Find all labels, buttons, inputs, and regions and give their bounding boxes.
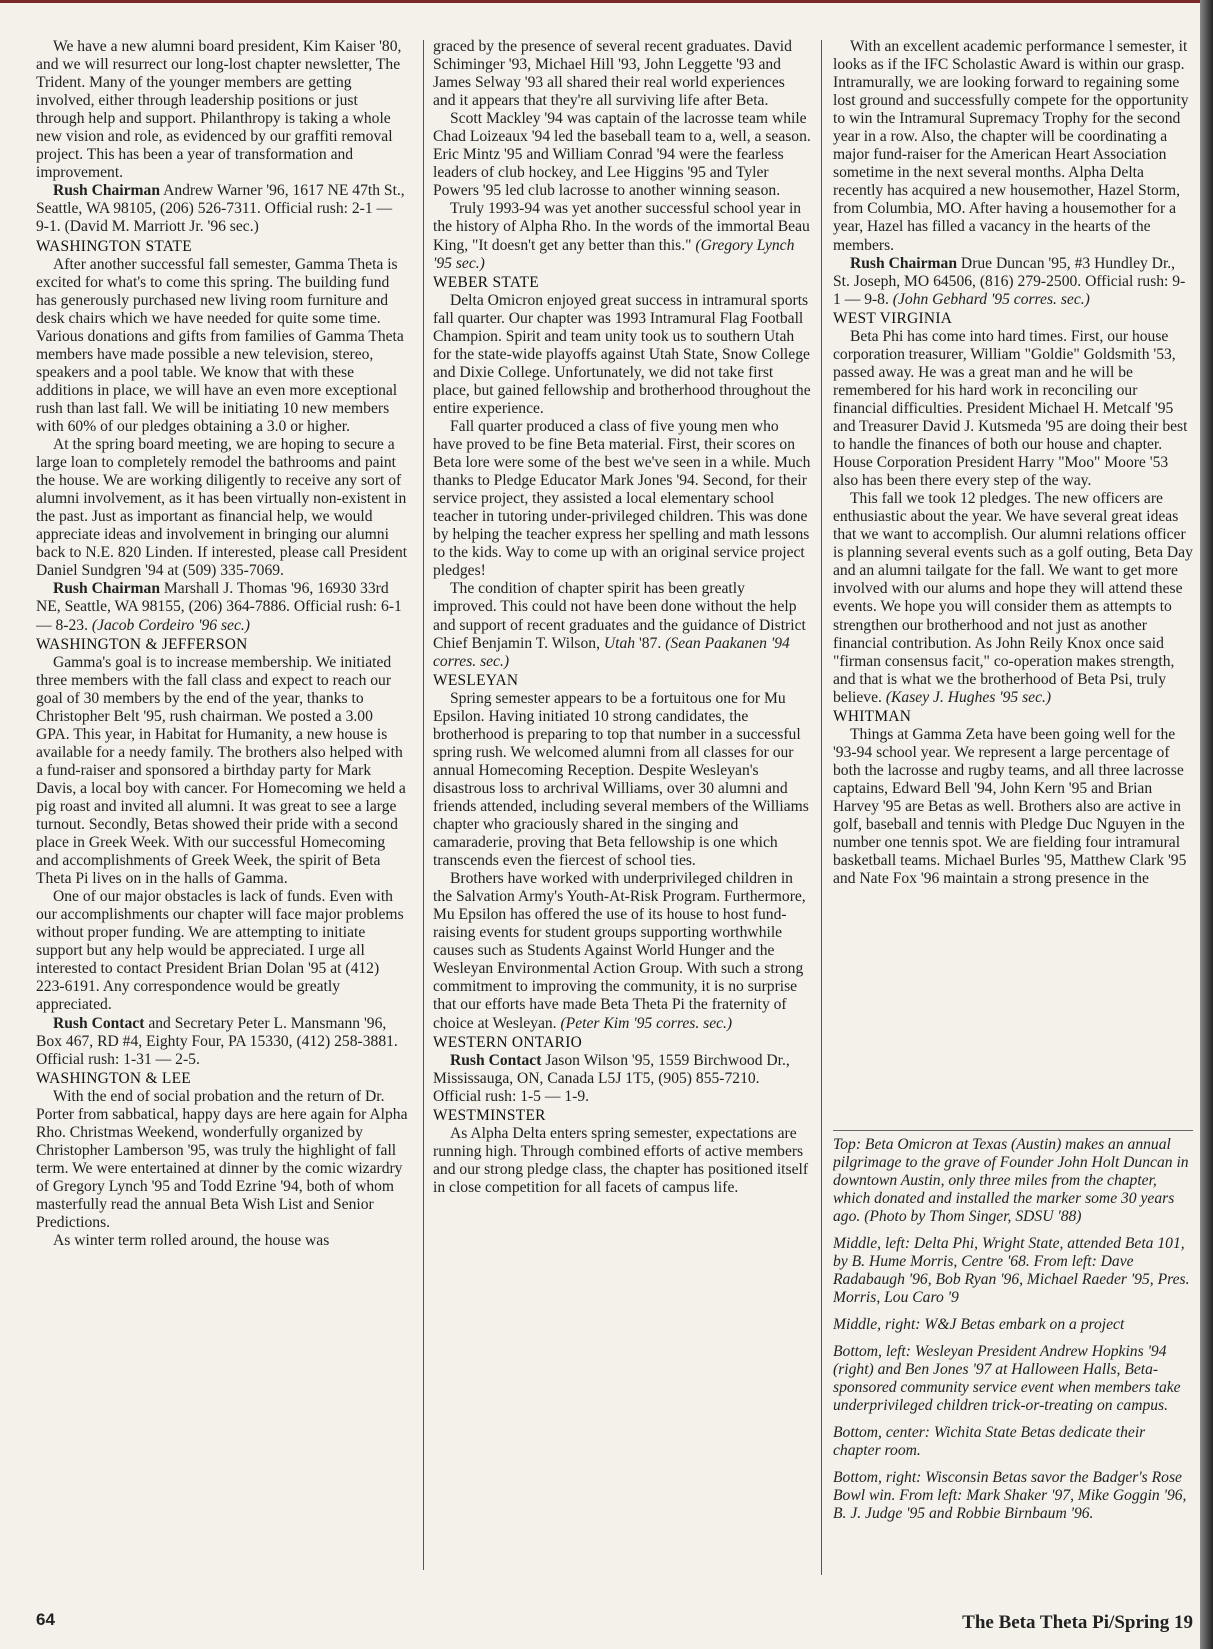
- paragraph: With the end of social probation and the return of Dr. Porter from sabbatical, happy days are here again for Alpha Rho. Christmas Weekend, wonderfully organized by Christopher Lamberson '95, was truly the highlight of fall term. We were entertained at dinner by the comic wizardry of Gregory Lynch '95 and Todd Ezrine '94, both of whom masterfully read the annual Beta Wish List and Senior Predictions.: [36, 1087, 408, 1232]
- caption: Bottom, left: Wesleyan President Andrew Hopkins '94 (right) and Ben Jones '97 at Halloween Halls, Beta-sponsored community service event when members take underprivileged children trick-or-treating on campus.: [833, 1343, 1181, 1414]
- column-divider: [821, 40, 822, 1575]
- paragraph: Fall quarter produced a class of five young men who have proved to be fine Beta material. First, their scores on Beta lore were some of the best we've seen in a while. Much thanks to Pledge Educator Mark Jones '94. Second, for their service project, they assisted a local elementary school teacher in tutoring under-privileged children. This was done by helping the teacher express her spelling and math lessons to the kids. Way to come up with an original service project pledges!: [433, 417, 811, 580]
- chapter-heading: WASHINGTON & LEE: [36, 1069, 191, 1087]
- rush-label: Rush Contact: [53, 1014, 145, 1032]
- column-3: [833, 38, 1193, 1088]
- rush-text: Drue Duncan '95, #3 Hundley Dr., St. Joseph, MO 64506, (816) 279-2500. Official rush: 9-1 — 9-8.: [833, 254, 1186, 308]
- paragraph: Beta Phi has come into hard times. First, our house corporation treasurer, William "Goldie" Goldsmith '53, passed away. He was a great man and he will be remembered for his hard work in reconciling our financial difficulties. President Michael H. Metcalf '95 and Treasurer David J. Kutsmeda '95 are doing their best to handle the finances of both our house and chapter. House Corporation President Harry "Moo" Moore '53 also has been there every step of the way.: [833, 327, 1188, 490]
- paragraph: Delta Omicron enjoyed great success in intramural sports fall quarter. Our chapter was 1993 Intramural Flag Football Champion. Spirit and team unity took us to southern Utah for the state-wide playoffs against Utah State, Snow College and Dixie College. Unfortunately, we did not take first place, but gained fellowship and brotherhood throughout the entire experience.: [433, 291, 811, 417]
- rush-label: Rush Contact: [450, 1051, 542, 1069]
- paragraph: After another successful fall semester, Gamma Theta is excited for what's to come this spring. The building fund has generously purchased new living room furniture and desk chairs which we have needed for quite some time. Various donations and gifts from families of Gamma Theta members have made possible a new television, stereo, speakers and a pool table. We know that with these additions in place, we will have an even more exceptional rush than last fall. We will be initiating 10 new members with 60% of our pledges obtaining a 3.0 or higher.: [36, 255, 404, 435]
- caption: Bottom, right: Wisconsin Betas savor the Badger's Rose Bowl win. From left: Mark Shaker '97, Mike Goggin '96, B. J. Judge '95 and Robbie Birnbaum '96.: [833, 1469, 1187, 1522]
- rush-text: Jason Wilson '95, 1559 Birchwood Dr., Mississauga, ON, Canada L5J 1T5, (905) 855-7210. Official rush: 1-5 — 1-9.: [433, 1051, 790, 1105]
- caption: Top: Beta Omicron at Texas (Austin) makes an annual pilgrimage to the grave of Founder John Holt Duncan in downtown Austin, only three miles from the chapter, which donated and installed the marker some 30 years ago. (Photo by Thom Singer, SDSU '88): [833, 1136, 1189, 1225]
- chapter-heading: WESLEYAN: [433, 671, 519, 689]
- rush-text: and Secretary Peter L. Mansmann '96, Box 467, RD #4, Eighty Four, PA 15330, (412) 258-3881. Official rush: 1-31 — 2-5.: [36, 1014, 398, 1068]
- signature: (Sean Paakanen '94 corres. sec.): [433, 634, 790, 670]
- column-divider: [423, 40, 424, 1570]
- paragraph: Scott Mackley '94 was captain of the lacrosse team while Chad Loizeaux '94 led the baseball team to a, well, a season. Eric Mintz '95 and William Conrad '94 were the fearless leaders of club hockey, and Lee Higgins '95 and Tyler Powers '95 led club lacrosse to another winning season.: [433, 110, 811, 200]
- school-name: Utah: [603, 634, 636, 652]
- paragraph: [433, 870, 811, 1032]
- column-1: [36, 38, 408, 1568]
- paragraph: Things at Gamma Zeta have been going well for the '93-94 school year. We represent a large percentage of both the lacrosse and rugby teams, and all three lacrosse captains, Edward Bell '94, John Kern '95 and Brian Harvey '95 are Betas as well. Brothers also are active in golf, baseball and tennis with Pledge Duc Nguyen in the number one tennis spot. We are fielding four intramural basketball teams. Michael Burles '95, Matthew Clark '95 and Nate Fox '96 maintain a strong presence in the: [833, 725, 1187, 888]
- paragraph: With an excellent academic performance l semester, it looks as if the IFC Scholastic Award is within our grasp. Intramurally, we are looking forward to regaining some lost ground and successfully compete for the opportunity to win the Intramural Supremacy Trophy for the second year in a row. Also, the chapter will be coordinating a major fund-raiser for the American Heart Association sometime in the next several months. Alpha Delta recently has acquired a new housemother, Hazel Storm, from Columbia, MO. After having a housemother for a year, Hazel has filled a vacancy in the hearts of the members.: [833, 38, 1189, 254]
- signature: (Peter Kim '95 corres. sec.): [560, 1014, 733, 1032]
- paragraph: At the spring board meeting, we are hoping to secure a large loan to completely remodel the bathrooms and paint the house. We are working diligently to receive any sort of alumni involvement, as it has been virtually non-existent in the past. Just as important as financial help, we would appreciate ideas and involvement in bringing our alumni back to N.E. 820 Linden. If interested, please call President Daniel Sundgren '94 at (509) 335-7069.: [36, 436, 408, 580]
- caption: Bottom, center: Wichita State Betas dedicate their chapter room.: [833, 1424, 1146, 1459]
- chapter-heading: WEBER STATE: [433, 273, 539, 291]
- rush-label: Rush Chairman: [850, 254, 958, 272]
- signature: (John Gebhard '95 corres. sec.): [892, 290, 1090, 308]
- paragraph: As winter term rolled around, the house was: [53, 1232, 330, 1250]
- paragraph: Gamma's goal is to increase membership. We initiated three members with the fall class and expect to reach our goal of 30 members by the end of the year, thanks to Christopher Belt '95, rush chairman. We posted a 3.00 GPA. This year, in Habitat for Humanity, a new house is available for a needy family. The brothers also helped with a fund-raiser and sponsored a birthday party for Mark Davis, a local boy with cancer. For Homecoming we held a pig roast and invited all alumni. It was great to see a large turnout. Secondly, Betas showed their pride with a second place in Greek Week. With our successful Homecoming and accomplishments of Greek Week, the spirit of Beta Theta Pi lives on in the halls of Gamma.: [36, 653, 406, 888]
- rush-text: Marshall J. Thomas '96, 16930 33rd NE, Seattle, WA 98155, (206) 364-7886. Official rush: 6-1 — 8-23.: [36, 580, 402, 634]
- column-2: [433, 38, 811, 1578]
- rush-label: Rush Chairman: [53, 182, 161, 200]
- paragraph-text: '87.: [635, 634, 666, 652]
- caption-divider: [833, 1130, 1193, 1131]
- chapter-heading: WASHINGTON & JEFFERSON: [36, 635, 248, 653]
- page-binding-edge: [1200, 0, 1213, 1649]
- rush-label: Rush Chairman: [53, 580, 161, 598]
- caption: Middle, left: Delta Phi, Wright State, attended Beta 101, by B. Hume Morris, Centre '68. From left: Dave Radabaugh '96, Bob Ryan '96, Michael Raeder '95, Pres. Morris, Lou Caro '9: [833, 1235, 1190, 1306]
- photo-captions: [833, 1136, 1193, 1571]
- paragraph: Spring semester appears to be a fortuitous one for Mu Epsilon. Having initiated 10 strong candidates, the brotherhood is preparing to top that number in a successful spring rush. We welcomed alumni from all classes for our annual Homecoming Reception. Despite Wesleyan's disastrous loss to archrival Williams, over 30 alumni and friends attended, including several members of the Williams chapter who graciously shared in the singing and camaraderie, proving that Beta fellowship is one which transcends even the fiercest of school ties.: [433, 689, 809, 870]
- paragraph-text: The condition of chapter spirit has been greatly improved. This could not have been done without the help and support of recent graduates and the guidance of District Chief Benjamin T. Wilson,: [433, 580, 806, 652]
- rush-text: Andrew Warner '96, 1617 NE 47th St., Seattle, WA 98105, (206) 526-7311. Official rush: 2-1 — 9-1. (David M. Marriott Jr. '96 sec.): [36, 182, 405, 236]
- paragraph-text: Brothers have worked with underprivileged children in the Salvation Army's Youth-At-Risk Program. Furthermore, Mu Epsilon has offered the use of its house to host fund-raising events for student groups supporting worthwhile causes such as Students Against World Hunger and the Wesleyan Environmental Action Group. With such a strong commitment to improving the community, it is no surprise that our efforts have made Beta Theta Pi the fraternity of choice at Wesleyan.: [433, 870, 806, 1032]
- paragraph-text: This fall we took 12 pledges. The new officers are enthusiastic about the year. We have several great ideas that we want to accomplish. Our alumni relations officer is planning several events such as a golf outing, Beta Day and an alumni tailgate for the fall. We want to get more involved with our alums and hope they will attend these events. We hope you will consider them as attempts to strengthen our brotherhood and not just as another financial contribution. As John Reily Knox once said "firman consensus facit," co-operation makes strength, and that is what we the brotherhood of Beta Psi, truly believe.: [833, 490, 1193, 706]
- paragraph: One of our major obstacles is lack of funds. Even with our accomplishments our chapter will face major problems without proper funding. We are attempting to initiate support but any help would be appreciated. I urge all interested to contact President Brian Dolan '95 at (412) 223-6191. Any correspondence would be greatly appreciated.: [36, 888, 404, 1014]
- rush-info: [36, 580, 408, 634]
- chapter-heading: WESTMINSTER: [433, 1106, 546, 1124]
- paragraph-text: Truly 1993-94 was yet another successful school year in the history of Alpha Rho. In the words of the immortal Beau King, "It doesn't get any better than this.": [433, 200, 810, 254]
- paragraph: [833, 490, 1193, 707]
- paragraph: [433, 580, 811, 670]
- signature: (Jacob Cordeiro '96 sec.): [91, 616, 250, 634]
- chapter-heading: WESTERN ONTARIO: [433, 1033, 583, 1051]
- paragraph: As Alpha Delta enters spring semester, expectations are running high. Through combined efforts of active members and our strong pledge class, the chapter has positioned itself in close competition for all facets of campus life.: [433, 1124, 809, 1196]
- paragraph: [433, 200, 811, 272]
- top-rule: [0, 0, 1213, 3]
- rush-info: [36, 182, 408, 236]
- page-number: 64: [36, 1610, 55, 1629]
- caption: Middle, right: W&J Betas embark on a project: [833, 1316, 1125, 1333]
- chapter-heading: WHITMAN: [833, 707, 912, 725]
- chapter-heading: WASHINGTON STATE: [36, 237, 192, 255]
- rush-info: [833, 255, 1193, 309]
- paragraph: graced by the presence of several recent graduates. David Schiminger '93, Michael Hill '93, John Leggette '93 and James Selway '93 all shared their real world experiences and it appears that they're all surviving life after Beta.: [433, 38, 792, 110]
- rush-info: [433, 1052, 811, 1106]
- signature: (Kasey J. Hughes '95 sec.): [885, 688, 1052, 706]
- signature: (Gregory Lynch '95 sec.): [433, 236, 795, 272]
- paragraph: We have a new alumni board president, Kim Kaiser '80, and we will resurrect our long-lost chapter newsletter, The Trident. Many of the younger members are getting involved, either through leadership positions or just through help and support. Philanthropy is taking a whole new vision and role, as evidenced by our graffiti removal project. This has been a year of transformation and improvement.: [36, 38, 402, 182]
- chapter-heading: WEST VIRGINIA: [833, 309, 953, 327]
- rush-info: [36, 1015, 408, 1069]
- magazine-footer: The Beta Theta Pi/Spring 19: [962, 1612, 1193, 1633]
